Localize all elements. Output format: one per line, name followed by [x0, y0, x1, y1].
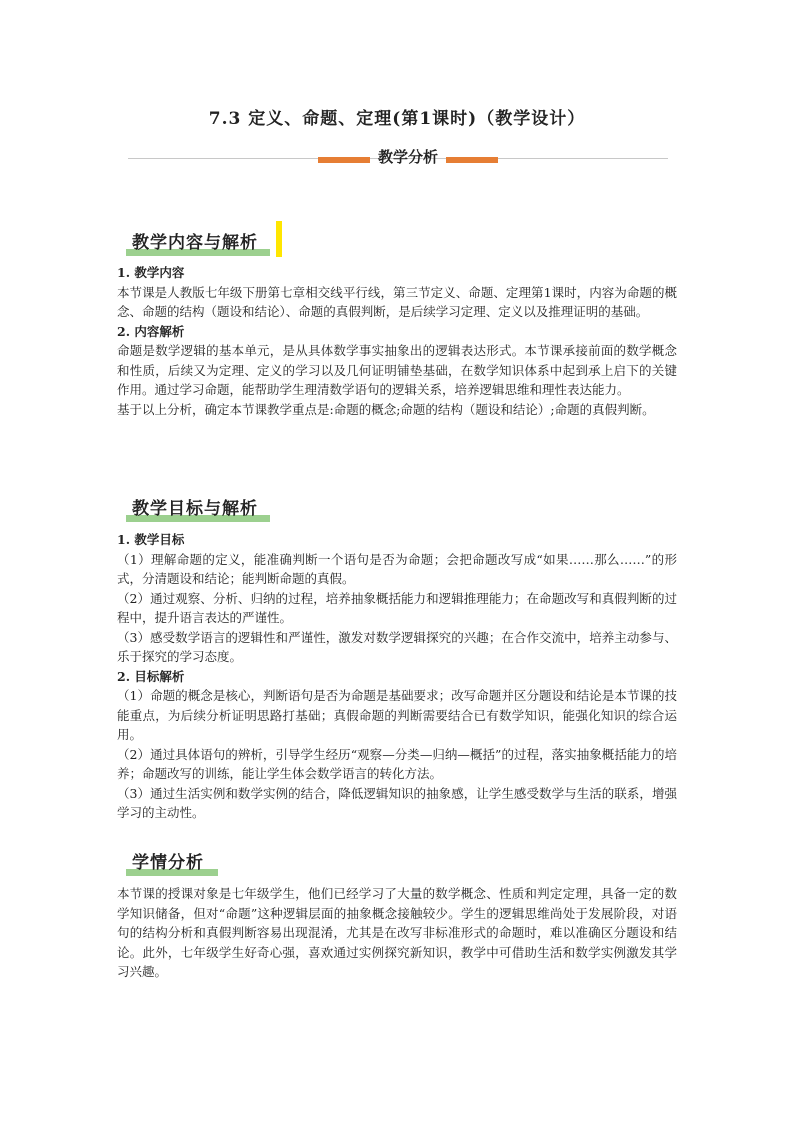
paragraph: 本节课是人教版七年级下册第七章相交线平行线，第三节定义、命题、定理第1课时，内容为命题的概念、命题的结构（题设和结论）、命题的真假判断，是后续学习定理、定义以及推理证明的基础。: [117, 284, 677, 319]
paragraph: 基于以上分析，确定本节课教学重点是:命题的概念;命题的结构（题设和结论）;命题的真假判断。: [117, 401, 655, 417]
section-students-body: [117, 884, 677, 982]
paragraph: 命题是数学逻辑的基本单元，是从具体数学事实抽象出的逻辑表达形式。本节课承接前面的数学概念和性质，后续又为定理、定义的学习以及几何证明铺垫基础，在数学知识体系中起到承上启下的关键作用。通过学习命题，能帮助学生理清数学语句的逻辑关系，培养逻辑思维和理性表达能力。: [117, 343, 677, 397]
paragraph: （2）通过观察、分析、归纳的过程，培养抽象概括能力和逻辑推理能力；在命题改写和真假判断的过程中，提升语言表达的严谨性。: [117, 590, 677, 625]
paragraph: （3）感受数学语言的逻辑性和严谨性，激发对数学逻辑探究的兴趣；在合作交流中，培养主动参与、乐于探究的学习态度。: [117, 629, 677, 664]
paragraph: 本节课的授课对象是七年级学生，他们已经学习了大量的数学概念、性质和判定定理，具备一定的数学知识储备，但对“命题”这种逻辑层面的抽象概念接触较少。学生的逻辑思维尚处于发展阶段，对语句的结构分析和真假判断容易出现混淆，尤其是在改写非标准形式的命题时，难以准确区分题设和结论。此外，七年级学生好奇心强，喜欢通过实例探究新知识，教学中可借助生活和数学实例激发其学习兴趣。: [117, 886, 677, 979]
paragraph: （1）理解命题的定义，能准确判断一个语句是否为命题；会把命题改写成“如果……那么……”的形式，分清题设和结论；能判断命题的真假。: [117, 551, 677, 586]
section-heading-label: 学情分析: [132, 853, 204, 873]
paragraph: （1）命题的概念是核心，判断语句是否为命题是基础要求；改写命题并区分题设和结论是本节课的技能重点，为后续分析证明思路打基础；真假命题的判断需要结合已有数学知识，能强化知识的综合运用。: [117, 688, 677, 742]
paragraph: （3）通过生活实例和数学实例的结合，降低逻辑知识的抽象感，让学生感受数学与生活的联系，增强学习的主动性。: [117, 785, 677, 820]
section-heading-label: 教学内容与解析: [132, 233, 258, 253]
banner-heading: 教学分析: [377, 148, 438, 166]
section-goals-body: [117, 530, 677, 823]
banner-bar-right: [446, 157, 498, 163]
section-heading-goals: [120, 494, 270, 522]
section-heading-students: [120, 848, 220, 876]
subheading: 2. 目标解析: [117, 668, 185, 684]
banner-bar-left: [318, 157, 370, 163]
subheading: 1. 教学内容: [117, 265, 185, 280]
paragraph: （2）通过具体语句的辨析，引导学生经历“观察—分类—归纳—概括”的过程，落实抽象概括能力的培养；命题改写的训练，能让学生体会数学语言的转化方法。: [117, 746, 677, 781]
subheading: 2. 内容解析: [117, 323, 185, 339]
section-heading-label: 教学目标与解析: [132, 499, 258, 519]
heading-accent-bar: [276, 221, 282, 257]
section-heading-content: [120, 228, 270, 256]
section-content-body: [117, 263, 677, 419]
document-title: 7.3 定义、命题、定理(第1课时)（教学设计）: [208, 109, 586, 129]
subheading: 1. 教学目标: [117, 532, 185, 547]
